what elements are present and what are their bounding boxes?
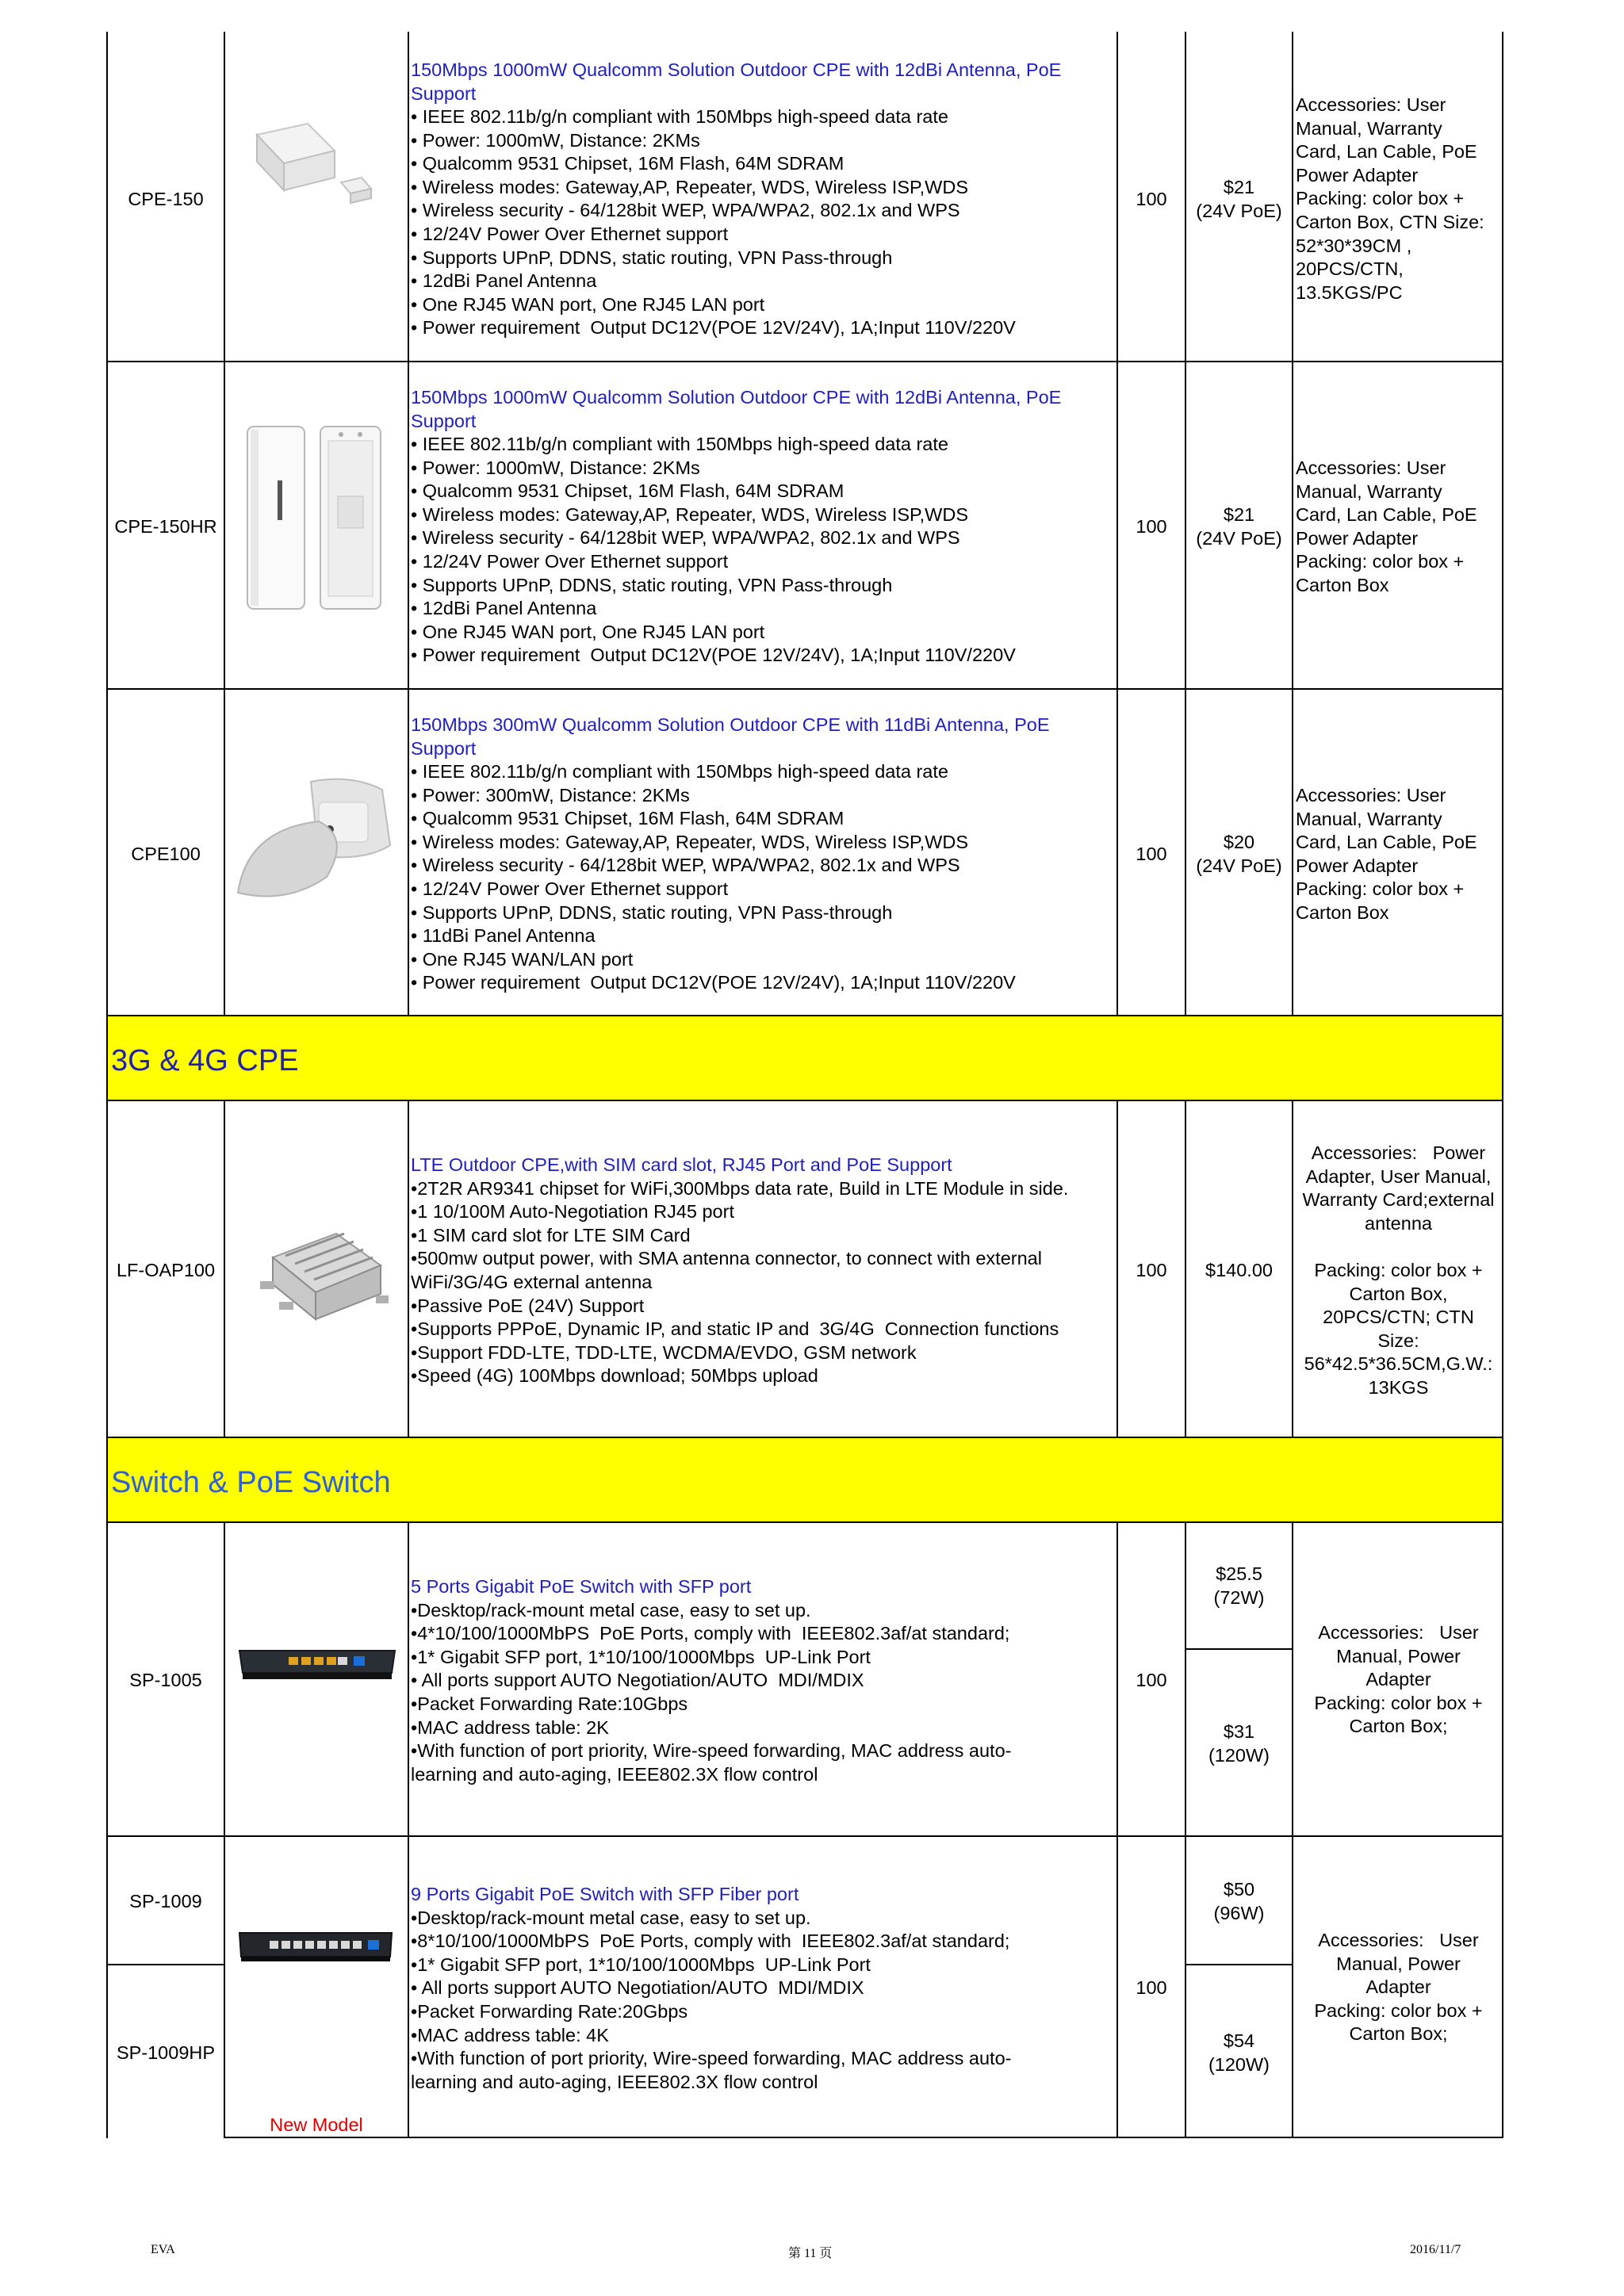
accessories-text: Accessories: User Manual, Warranty Card, Lan Cable, PoE Power Adapter Packing: color box + Carton Box (1296, 785, 1477, 923)
product-specs: •Desktop/rack-mount metal case, easy to set up. •8*10/100/1000MbPS PoE Ports, comply with IEEE802.3af/at standard; •1* Gigabit SFP port, 1*10/100/1000Mbps UP-Link Port • All ports support AUTO Negotiation/AUTO MDI/MDIX •Packet Forwarding Rate:20Gbps •MAC address table: 4K •With function of port priority, Wire-speed forwarding, MAC address auto- learning and auto-aging, IEEE802.3X flow control (411, 1907, 1012, 2092)
product-title: 150Mbps 300mW Qualcomm Solution Outdoor CPE with 11dBi Antenna, PoE Support (411, 714, 1050, 759)
accessories-text: Accessories: User Manual, Power Adapter Packing: color box + Carton Box; (1314, 1622, 1483, 1737)
footer-date: 2016/11/7 (1410, 2243, 1461, 2256)
footer-left: EVA (151, 2243, 175, 2256)
accessories-text: Accessories: Power Adapter, User Manual, Warranty Card;external antenna Packing: color box + Carton Box, 20PCS/CTN; CTN Size: 56*42.5*36.5CM,G.W.: 13KGS (1302, 1142, 1495, 1398)
model-label: CPE-150HR (114, 516, 217, 537)
sp-1005-product-image (238, 1646, 396, 1682)
moq-value: 100 (1136, 516, 1167, 537)
model-label-sp-1009hp: SP-1009HP (116, 2042, 216, 2063)
moq-value: 100 (1136, 1670, 1167, 1690)
lf-oap100-product-image (257, 1226, 392, 1327)
cpe-150hr-product-image (243, 425, 385, 612)
accessories-text: Accessories: User Manual, Warranty Card, Lan Cable, PoE Power Adapter Packing: color box + Carton Box (1296, 457, 1477, 595)
product-title: LTE Outdoor CPE,with SIM card slot, RJ45 Port and PoE Support (411, 1154, 952, 1175)
model-label: CPE-150 (128, 189, 204, 209)
model-label-sp-1009: SP-1009 (129, 1891, 202, 1911)
price-value-120w: $31 (120W) (1208, 1721, 1270, 1766)
price-value: $21 (24V PoE) (1196, 504, 1282, 549)
product-specs: •2T2R AR9341 chipset for WiFi,300Mbps data rate, Build in LTE Module in side. •1 10/100M Auto-Negotiation RJ45 port •1 SIM card slot for LTE SIM Card •500mw output power, with SMA antenna connector, to connect with external WiFi/3G/4G external antenna •Passive PoE (24V) Support •Supports PPPoE, Dynamic IP, and static IP and 3G/4G Connection functions •Support FDD-LTE, TDD-LTE, WCDMA/EVDO, GSM network •Speed (4G) 100Mbps download; 50Mbps upload (411, 1177, 1069, 1387)
moq-value: 100 (1136, 844, 1167, 864)
model-label: LF-OAP100 (116, 1260, 216, 1280)
new-model-badge: New Model (270, 2114, 363, 2135)
product-title: 5 Ports Gigabit PoE Switch with SFP port (411, 1576, 752, 1597)
price-value: $140.00 (1205, 1260, 1273, 1280)
price-value: $21 (24V PoE) (1196, 177, 1282, 221)
moq-value: 100 (1136, 1977, 1167, 1998)
product-title: 150Mbps 1000mW Qualcomm Solution Outdoor CPE with 12dBi Antenna, PoE Support (411, 59, 1062, 104)
accessories-text: Accessories: User Manual, Power Adapter Packing: color box + Carton Box; (1314, 1930, 1483, 2045)
price-value-96w: $50 (96W) (1213, 1879, 1265, 1923)
moq-value: 100 (1136, 189, 1167, 209)
model-label: CPE100 (131, 844, 201, 864)
section-title-3g4g: 3G & 4G CPE (111, 1044, 299, 1077)
product-title: 9 Ports Gigabit PoE Switch with SFP Fiber port (411, 1884, 799, 1904)
price-value-72w: $25.5 (72W) (1213, 1563, 1265, 1608)
cpe-150-product-image (252, 119, 379, 206)
price-value: $20 (24V PoE) (1196, 832, 1282, 876)
product-specs: • IEEE 802.11b/g/n compliant with 150Mbps high-speed data rate • Power: 1000mW, Distance: 2KMs • Qualcomm 9531 Chipset, 16M Flash, 64M SDRAM • Wireless modes: Gateway,AP, Repeater, WDS, Wireless ISP,WDS • Wireless security - 64/128bit WEP, WPA/WPA2, 802.1x and WPS • 12/24V Power Over Ethernet support • Supports UPnP, DDNS, static routing, VPN Pass-through • 12dBi Panel Antenna • One RJ45 WAN port, One RJ45 LAN port • Power requirement Output DC12V(POE 12V/24V), 1A;Input 110V/220V (411, 106, 1016, 339)
product-specs: • IEEE 802.11b/g/n compliant with 150Mbps high-speed data rate • Power: 300mW, Distance: 2KMs • Qualcomm 9531 Chipset, 16M Flash, 64M SDRAM • Wireless modes: Gateway,AP, Repeater, WDS, Wireless ISP,WDS • Wireless security - 64/128bit WEP, WPA/WPA2, 802.1x and WPS • 12/24V Power Over Ethernet support • Supports UPnP, DDNS, static routing, VPN Pass-through • 11dBi Panel Antenna • One RJ45 WAN/LAN port • Power requirement Output DC12V(POE 12V/24V), 1A;Input 110V/220V (411, 761, 1016, 993)
cpe100-product-image (232, 774, 400, 909)
product-specs: • IEEE 802.11b/g/n compliant with 150Mbps high-speed data rate • Power: 1000mW, Distance: 2KMs • Qualcomm 9531 Chipset, 16M Flash, 64M SDRAM • Wireless modes: Gateway,AP, Repeater, WDS, Wireless ISP,WDS • Wireless security - 64/128bit WEP, WPA/WPA2, 802.1x and WPS • 12/24V Power Over Ethernet support • Supports UPnP, DDNS, static routing, VPN Pass-through • 12dBi Panel Antenna • One RJ45 WAN port, One RJ45 LAN port • Power requirement Output DC12V(POE 12V/24V), 1A;Input 110V/220V (411, 434, 1016, 666)
section-title-switch: Switch & PoE Switch (111, 1466, 391, 1499)
product-title: 150Mbps 1000mW Qualcomm Solution Outdoor CPE with 12dBi Antenna, PoE Support (411, 387, 1062, 431)
accessories-text: Accessories: User Manual, Warranty Card, Lan Cable, PoE Power Adapter Packing: color box + Carton Box, CTN Size: 52*30*39CM , 20PCS/CTN, 13.5KGS/PC (1296, 94, 1484, 303)
footer-page-number: 第 11 页 (788, 2247, 833, 2260)
moq-value: 100 (1136, 1260, 1167, 1280)
sp-1009-product-image (238, 1930, 393, 1965)
price-value-120w: $54 (120W) (1208, 2030, 1270, 2075)
model-label: SP-1005 (129, 1670, 202, 1690)
product-specs: •Desktop/rack-mount metal case, easy to set up. •4*10/100/1000MbPS PoE Ports, comply with IEEE802.3af/at standard; •1* Gigabit SFP port, 1*10/100/1000Mbps UP-Link Port • All ports support AUTO Negotiation/AUTO MDI/MDIX •Packet Forwarding Rate:10Gbps •MAC address table: 2K •With function of port priority, Wire-speed forwarding, MAC address auto- learning and auto-aging, IEEE802.3X flow control (411, 1599, 1012, 1785)
